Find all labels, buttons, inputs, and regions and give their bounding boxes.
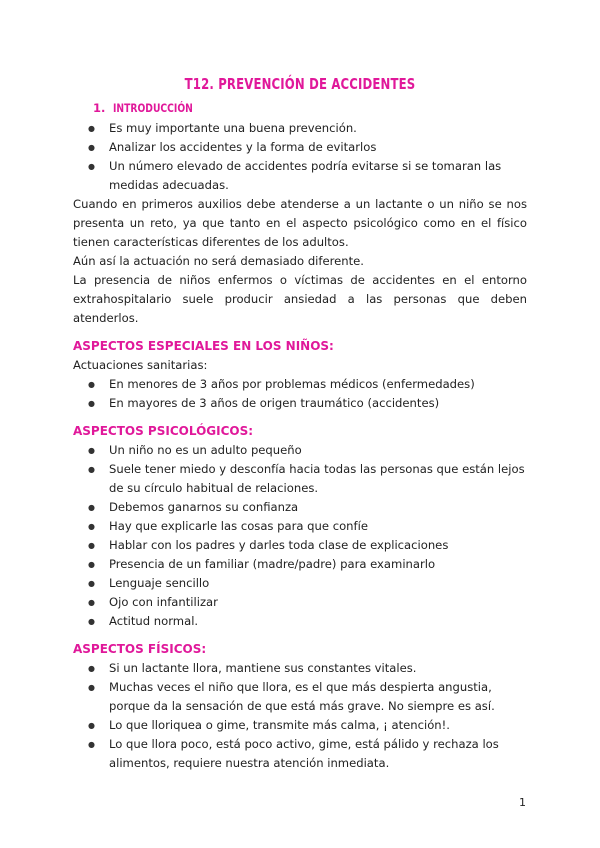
psychological-aspects-heading: ASPECTOS PSICOLÓGICOS: [73,424,254,438]
intro-paragraph: Aún así la actuación no será demasiado diferente. [73,254,364,268]
physical-aspects-list [73,659,527,773]
list-item: ● Es muy importante una buena prevención. [73,119,527,138]
list-item: ● En menores de 3 años por problemas médicos (enfermedades) [73,375,527,394]
list-item: ● Analizar los accidentes y la forma de evitarlos [73,138,527,157]
list-item: ● Presencia de un familiar (madre/padre) para examinarlo [73,555,527,574]
list-item: ● Hay que explicarle las cosas para que confíe [73,517,527,536]
list-item: ● Lo que llora poco, está poco activo, gime, está pálido y rechaza los alimentos, requiere nuestra atención inmediata. [73,735,527,773]
list-item: ● Suele tener miedo y desconfía hacia todas las personas que están lejos de su círculo habitual de relaciones. [73,460,527,498]
intro-paragraph: Cuando en primeros auxilios debe atenderse a un lactante o un niño se nos presenta un reto, ya que tanto en el aspecto psicológico como en el físico tienen características diferentes de los adultos. [73,197,527,249]
document-content [73,100,527,773]
page-title: T12. PREVENCIÓN DE ACCIDENTES [184,75,416,93]
list-item: ● Un número elevado de accidentes podría evitarse si se tomaran las medidas adecuadas. [73,157,527,195]
list-item: ● Lo que lloriquea o gime, transmite más calma, ¡ atención!. [73,716,527,735]
special-aspects-heading: ASPECTOS ESPECIALES EN LOS NIÑOS: [73,339,334,353]
intro-paragraph: La presencia de niños enfermos o víctimas de accidentes en el entorno extrahospitalario suele producir ansiedad a las personas que deben atenderlos. [73,273,527,325]
special-aspects-intro: Actuaciones sanitarias: [73,358,208,372]
list-item: ● Debemos ganarnos su confianza [73,498,527,517]
special-aspects-list [73,375,527,413]
intro-heading-number: 1. [93,101,106,115]
list-item: ● Lenguaje sencillo [73,574,527,593]
list-item: ● Un niño no es un adulto pequeño [73,441,527,460]
list-item: ● Actitud normal. [73,612,527,631]
page-number: 1 [519,796,526,809]
intro-heading [93,100,527,117]
intro-bullet-list [73,119,527,195]
list-item: ● En mayores de 3 años de origen traumático (accidentes) [73,394,527,413]
psychological-aspects-list [73,441,527,631]
intro-heading-text: INTRODUCCIÓN [113,101,193,115]
physical-aspects-heading: ASPECTOS FÍSICOS: [73,642,207,656]
list-item: ● Ojo con infantilizar [73,593,527,612]
list-item: ● Muchas veces el niño que llora, es el que más despierta angustia, porque da la sensación de que está más grave. No siempre es así. [73,678,527,716]
list-item: ● Si un lactante llora, mantiene sus constantes vitales. [73,659,527,678]
list-item: ● Hablar con los padres y darles toda clase de explicaciones [73,536,527,555]
